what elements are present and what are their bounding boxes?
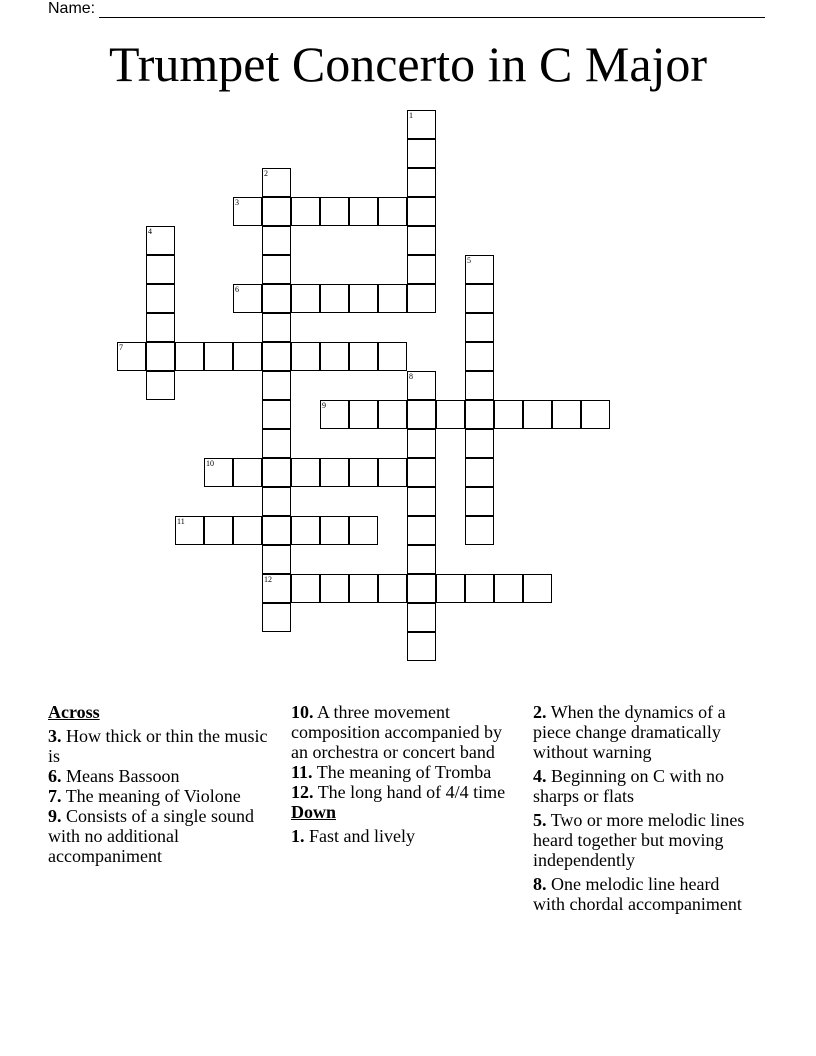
grid-cell[interactable] xyxy=(494,400,523,429)
grid-cell[interactable] xyxy=(349,458,378,487)
grid-cell[interactable] xyxy=(407,139,436,168)
grid-cell[interactable] xyxy=(465,284,494,313)
clue-number: 1 xyxy=(409,111,413,120)
grid-cell[interactable] xyxy=(407,458,436,487)
grid-cell[interactable] xyxy=(320,197,349,226)
grid-cell[interactable] xyxy=(378,284,407,313)
name-label: Name: xyxy=(48,0,96,17)
grid-cell[interactable] xyxy=(407,516,436,545)
grid-cell[interactable] xyxy=(407,371,436,400)
clue-across-12: 12. The long hand of 4/4 time xyxy=(291,782,506,802)
clue-number: 10 xyxy=(206,459,214,468)
grid-cell[interactable] xyxy=(262,255,291,284)
grid-cell[interactable] xyxy=(146,255,175,284)
grid-cell[interactable] xyxy=(465,516,494,545)
grid-cell[interactable] xyxy=(291,284,320,313)
grid-cell[interactable] xyxy=(291,342,320,371)
clue-number: 7 xyxy=(119,343,123,352)
grid-cell[interactable] xyxy=(465,255,494,284)
grid-cell[interactable] xyxy=(146,284,175,313)
grid-cell[interactable] xyxy=(407,632,436,661)
grid-cell[interactable] xyxy=(378,574,407,603)
grid-cell[interactable] xyxy=(378,458,407,487)
grid-cell[interactable] xyxy=(407,168,436,197)
grid-cell[interactable] xyxy=(320,574,349,603)
grid-cell[interactable] xyxy=(204,342,233,371)
grid-cell[interactable] xyxy=(320,400,349,429)
grid-cell[interactable] xyxy=(204,516,233,545)
grid-cell[interactable] xyxy=(523,574,552,603)
grid-cell[interactable] xyxy=(378,400,407,429)
down-heading: Down xyxy=(291,802,337,822)
grid-cell[interactable] xyxy=(465,574,494,603)
clue-number: 3 xyxy=(235,198,239,207)
grid-cell[interactable] xyxy=(233,197,262,226)
clue-number: 12 xyxy=(264,575,272,584)
clue-number: 9 xyxy=(322,401,326,410)
clue-down-5: 5. Two or more melodic lines heard together but moving independently xyxy=(533,810,745,870)
grid-cell[interactable] xyxy=(262,400,291,429)
grid-cell[interactable] xyxy=(407,545,436,574)
grid-cell[interactable] xyxy=(465,400,494,429)
grid-cell[interactable] xyxy=(436,574,465,603)
grid-cell[interactable] xyxy=(175,342,204,371)
grid-cell[interactable] xyxy=(378,342,407,371)
grid-cell[interactable] xyxy=(204,458,233,487)
clue-number: 11 xyxy=(177,517,185,526)
grid-cell[interactable] xyxy=(407,574,436,603)
grid-cell[interactable] xyxy=(349,342,378,371)
clue-across-3: 3. How thick or thin the music is xyxy=(48,726,268,766)
grid-cell[interactable] xyxy=(465,342,494,371)
grid-cell[interactable] xyxy=(465,313,494,342)
grid-cell[interactable] xyxy=(291,197,320,226)
clue-across-6: 6. Means Bassoon xyxy=(48,766,180,786)
grid-cell[interactable] xyxy=(320,516,349,545)
grid-cell[interactable] xyxy=(262,342,291,371)
grid-cell[interactable] xyxy=(320,342,349,371)
grid-cell[interactable] xyxy=(349,516,378,545)
clue-across-11: 11. The meaning of Tromba xyxy=(291,762,492,782)
grid-cell[interactable] xyxy=(146,371,175,400)
grid-cell[interactable] xyxy=(262,516,291,545)
clues-column-1 xyxy=(48,702,270,866)
grid-cell[interactable] xyxy=(233,516,262,545)
grid-cell[interactable] xyxy=(262,487,291,516)
grid-cell[interactable] xyxy=(349,284,378,313)
grid-cell[interactable] xyxy=(407,284,436,313)
grid-cell[interactable] xyxy=(465,429,494,458)
clue-down-8: 8. One melodic line heard with chordal accompaniment xyxy=(533,874,742,914)
clue-down-4: 4. Beginning on C with no sharps or flats xyxy=(533,766,725,806)
grid-cell[interactable] xyxy=(407,255,436,284)
clues-column-2 xyxy=(291,702,513,846)
grid-cell[interactable] xyxy=(407,400,436,429)
grid-cell[interactable] xyxy=(465,458,494,487)
grid-cell[interactable] xyxy=(233,284,262,313)
grid-cell[interactable] xyxy=(262,458,291,487)
clue-number: 4 xyxy=(148,227,152,236)
grid-cell[interactable] xyxy=(320,284,349,313)
grid-cell[interactable] xyxy=(262,574,291,603)
grid-cell[interactable] xyxy=(291,574,320,603)
page-title: Trumpet Concerto in C Major xyxy=(108,36,708,92)
grid-cell[interactable] xyxy=(262,545,291,574)
clues-column-3 xyxy=(533,702,755,914)
grid-cell[interactable] xyxy=(146,313,175,342)
grid-cell[interactable] xyxy=(349,574,378,603)
grid-cell[interactable] xyxy=(494,574,523,603)
clue-number: 6 xyxy=(235,285,239,294)
grid-cell[interactable] xyxy=(349,197,378,226)
grid-cell[interactable] xyxy=(291,458,320,487)
grid-cell[interactable] xyxy=(117,342,146,371)
grid-cell[interactable] xyxy=(291,516,320,545)
grid-cell[interactable] xyxy=(262,429,291,458)
grid-cell[interactable] xyxy=(262,197,291,226)
grid-cell[interactable] xyxy=(407,429,436,458)
grid-cell[interactable] xyxy=(552,400,581,429)
grid-cell[interactable] xyxy=(233,342,262,371)
grid-cell[interactable] xyxy=(407,603,436,632)
clue-across-7: 7. The meaning of Violone xyxy=(48,786,241,806)
clue-number: 2 xyxy=(264,169,268,178)
across-heading: Across xyxy=(48,702,100,722)
grid-cell[interactable] xyxy=(262,603,291,632)
grid-cell[interactable] xyxy=(262,313,291,342)
grid-cell[interactable] xyxy=(465,487,494,516)
grid-cell[interactable] xyxy=(262,371,291,400)
grid-cell[interactable] xyxy=(407,226,436,255)
grid-cell[interactable] xyxy=(581,400,610,429)
grid-cell[interactable] xyxy=(407,487,436,516)
grid-cell[interactable] xyxy=(465,371,494,400)
grid-cell[interactable] xyxy=(407,110,436,139)
grid-cell[interactable] xyxy=(146,226,175,255)
grid-cell[interactable] xyxy=(233,458,262,487)
grid-cell[interactable] xyxy=(146,342,175,371)
grid-cell[interactable] xyxy=(523,400,552,429)
clue-down-2: 2. When the dynamics of a piece change dramatically without warning xyxy=(533,702,726,762)
clue-across-9: 9. Consists of a single sound with no additional accompaniment xyxy=(48,806,255,866)
grid-cell[interactable] xyxy=(175,516,204,545)
grid-cell[interactable] xyxy=(262,168,291,197)
grid-cell[interactable] xyxy=(349,400,378,429)
grid-cell[interactable] xyxy=(262,226,291,255)
grid-cell[interactable] xyxy=(320,458,349,487)
clue-down-1: 1. Fast and lively xyxy=(291,826,415,846)
grid-cell[interactable] xyxy=(436,400,465,429)
grid-cell[interactable] xyxy=(262,284,291,313)
clue-number: 8 xyxy=(409,372,413,381)
clue-across-10: 10. A three movement composition accompanied by an orchestra or concert band xyxy=(291,702,502,762)
clue-number: 5 xyxy=(467,256,471,265)
grid-cell[interactable] xyxy=(407,197,436,226)
grid-cell[interactable] xyxy=(378,197,407,226)
